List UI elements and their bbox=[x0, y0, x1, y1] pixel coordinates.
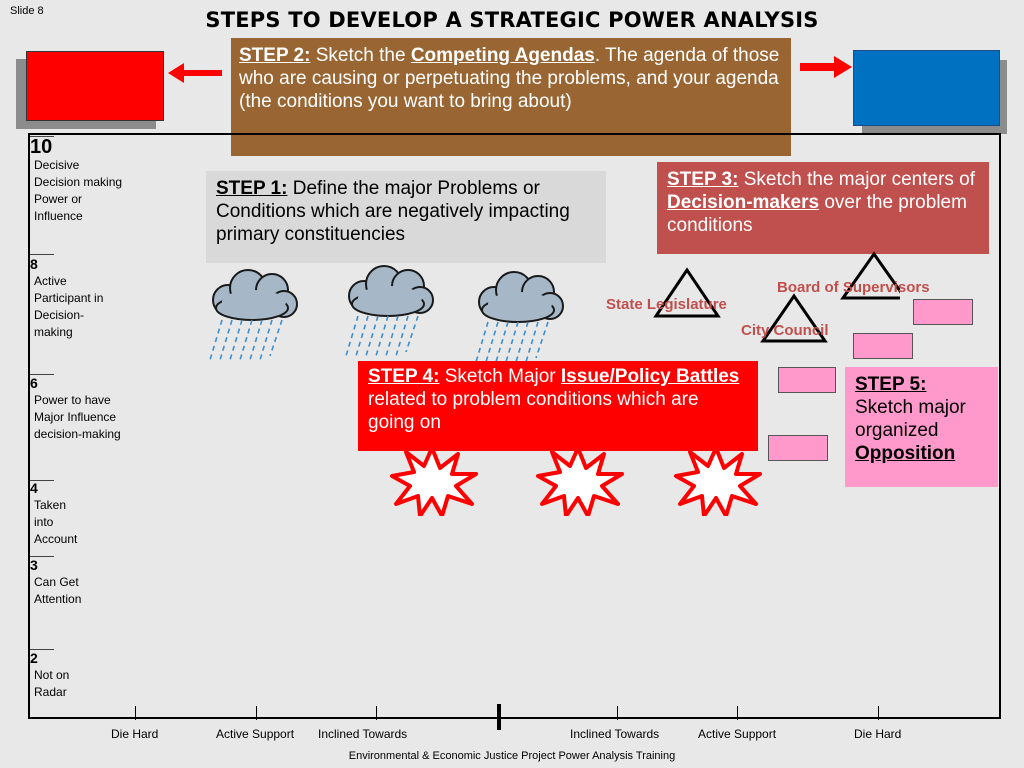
step4-pre: Sketch Major bbox=[439, 366, 561, 387]
explosion-icon bbox=[538, 448, 622, 516]
step5-label: STEP 5: bbox=[855, 374, 927, 395]
rain-cloud-icon bbox=[476, 272, 563, 362]
our-agenda-box bbox=[853, 50, 1000, 126]
y-axis-level-3 bbox=[30, 557, 82, 608]
x-axis-label: Die Hard bbox=[854, 727, 902, 741]
step1-label: STEP 1: bbox=[216, 178, 288, 199]
opposition-box bbox=[913, 299, 973, 325]
rain-cloud-icon bbox=[210, 270, 297, 360]
level-text: Attention bbox=[34, 592, 82, 606]
step2-post: . The agenda of those who are causing or perpetuating the problems, and your agenda (the conditions you want to bring about) bbox=[239, 45, 780, 112]
level-number: 2 bbox=[30, 650, 38, 666]
level-number: 10 bbox=[30, 136, 53, 158]
step3-label: STEP 3: bbox=[667, 169, 739, 190]
right-arrow-icon bbox=[796, 52, 856, 82]
step2-keyword: Competing Agendas bbox=[410, 45, 595, 66]
x-axis-label: Active Support bbox=[216, 727, 295, 741]
x-axis-label: Active Support bbox=[698, 727, 777, 741]
page-title: STEPS TO DEVELOP A STRATEGIC POWER ANALYSIS bbox=[205, 8, 819, 32]
level-number: 3 bbox=[30, 557, 38, 573]
x-axis-center-marker bbox=[497, 704, 501, 730]
level-text: decision-making bbox=[34, 427, 121, 441]
x-axis-tick bbox=[376, 706, 377, 720]
explosion-icon bbox=[392, 448, 476, 516]
level-number: 4 bbox=[30, 480, 38, 496]
x-axis-label: Inclined Towards bbox=[318, 727, 408, 741]
level-text: Power or bbox=[34, 192, 83, 206]
rain-cloud-icon bbox=[346, 266, 433, 356]
level-number: 8 bbox=[30, 256, 38, 272]
step2-label: STEP 2: bbox=[239, 45, 311, 66]
level-text: Not on bbox=[34, 668, 70, 682]
city-council-label: City Council bbox=[741, 322, 829, 339]
step3-keyword: Decision-makers bbox=[667, 192, 820, 213]
level-text: Influence bbox=[34, 209, 83, 223]
level-text: making bbox=[34, 325, 73, 339]
step2-pre: Sketch the bbox=[310, 45, 411, 66]
x-axis-label: Inclined Towards bbox=[570, 727, 660, 741]
level-text: Radar bbox=[34, 685, 67, 699]
step5-pre: Sketch major organized bbox=[855, 397, 966, 441]
opposition-box bbox=[853, 333, 913, 359]
rain-clouds-group bbox=[200, 262, 630, 362]
level-text: Decisive bbox=[34, 158, 80, 172]
left-arrow-icon bbox=[160, 58, 230, 88]
y-axis-level-2 bbox=[30, 650, 70, 701]
level-text: Can Get bbox=[34, 575, 79, 589]
step4-keyword: Issue/Policy Battles bbox=[560, 366, 740, 387]
policy-battles-group bbox=[388, 448, 768, 516]
x-axis-tick bbox=[737, 706, 738, 720]
opposing-agenda-box bbox=[26, 51, 164, 121]
x-axis-tick bbox=[878, 706, 879, 720]
footer-text: Environmental & Economic Justice Project Power Analysis Training bbox=[348, 750, 676, 762]
level-text: Major Influence bbox=[34, 410, 117, 424]
step3-post: over the problem conditions bbox=[667, 192, 967, 236]
x-axis-tick bbox=[617, 706, 618, 720]
step4-post: related to problem conditions which are going on bbox=[368, 389, 699, 433]
y-axis-level-6 bbox=[30, 375, 121, 443]
step3-pre: Sketch the major centers of bbox=[738, 169, 976, 190]
y-axis-tick bbox=[30, 254, 54, 255]
x-axis-label: Die Hard bbox=[111, 727, 159, 741]
level-number: 6 bbox=[30, 375, 38, 391]
step4-callout bbox=[358, 361, 758, 451]
step5-callout bbox=[845, 367, 998, 487]
step1-text: Define the major Problems or Conditions which are negatively impacting primary constituencies bbox=[216, 178, 570, 245]
y-axis-level-10 bbox=[30, 136, 123, 225]
opposition-box bbox=[768, 435, 828, 461]
step1-callout bbox=[206, 171, 606, 263]
opposition-box bbox=[778, 367, 836, 393]
level-text: Account bbox=[34, 532, 78, 546]
level-text: Taken bbox=[34, 498, 67, 512]
state-legislature-label: State Legislature bbox=[606, 296, 727, 313]
level-text: Decision making bbox=[34, 175, 123, 189]
level-text: Decision- bbox=[34, 308, 85, 322]
step5-keyword: Opposition bbox=[855, 443, 956, 464]
level-text: into bbox=[34, 515, 54, 529]
slide-number: Slide 8 bbox=[10, 5, 44, 17]
level-text: Power to have bbox=[34, 393, 111, 407]
x-axis-tick bbox=[256, 706, 257, 720]
x-axis-tick bbox=[135, 706, 136, 720]
step3-callout bbox=[657, 162, 989, 254]
y-axis-level-4 bbox=[30, 480, 78, 548]
step4-label: STEP 4: bbox=[368, 366, 440, 387]
level-text: Participant in bbox=[34, 291, 104, 305]
explosion-icon bbox=[676, 448, 760, 516]
board-of-supervisors-label: Board of Supervisors bbox=[777, 279, 930, 296]
y-axis-level-8 bbox=[30, 256, 104, 341]
level-text: Active bbox=[34, 274, 67, 288]
